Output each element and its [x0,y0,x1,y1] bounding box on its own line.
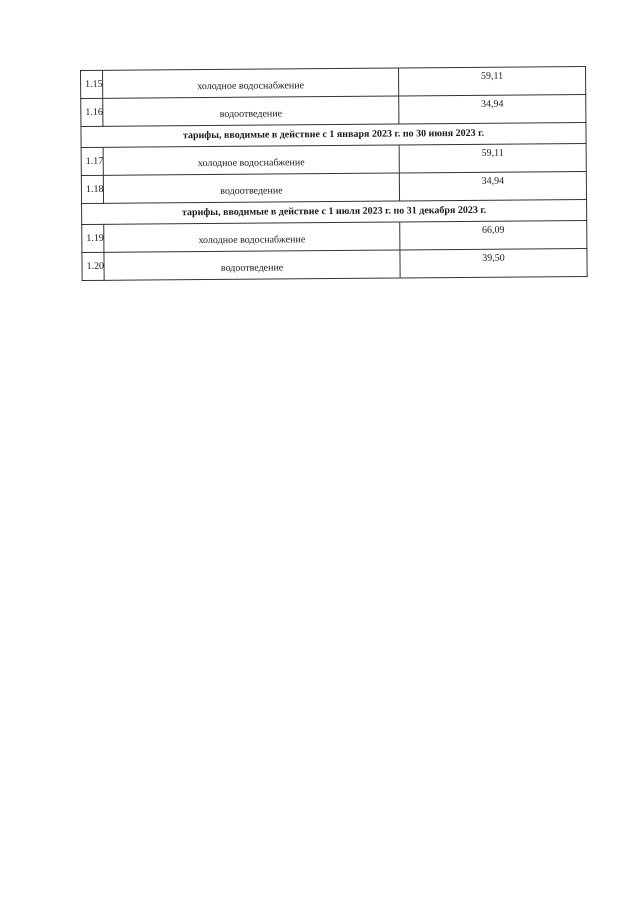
service-name: холодное водоснабжение [103,145,399,175]
table-row [81,67,586,99]
row-number: 1.17 [81,147,103,175]
table-row [81,95,586,127]
row-number: 1.20 [82,252,104,280]
row-number: 1.18 [81,175,103,203]
tariff-value: 59,11 [399,144,586,173]
section-heading: тарифы, вводимые в действие с 1 июля 2023 г. по 31 декабря 2023 г. [82,200,587,225]
table-row [81,144,586,176]
row-number: 1.19 [82,224,104,252]
service-name: холодное водоснабжение [103,68,399,98]
service-name: холодное водоснабжение [104,222,400,252]
table-row [82,221,587,253]
tariff-value: 66,09 [400,221,587,250]
tariff-value: 34,94 [399,95,586,124]
service-name: водоотведение [103,96,399,126]
tariff-table [80,66,588,281]
tariff-value: 59,11 [398,67,585,96]
row-number: 1.15 [81,70,103,98]
table-row [81,172,586,204]
tariff-value: 39,50 [400,249,587,278]
tariff-value: 34,94 [399,172,586,201]
service-name: водоотведение [104,250,400,280]
row-number: 1.16 [81,98,103,126]
table-row [82,249,587,281]
section-heading: тарифы, вводимые в действие с 1 января 2023 г. по 30 июня 2023 г. [81,123,586,148]
service-name: водоотведение [103,173,399,203]
